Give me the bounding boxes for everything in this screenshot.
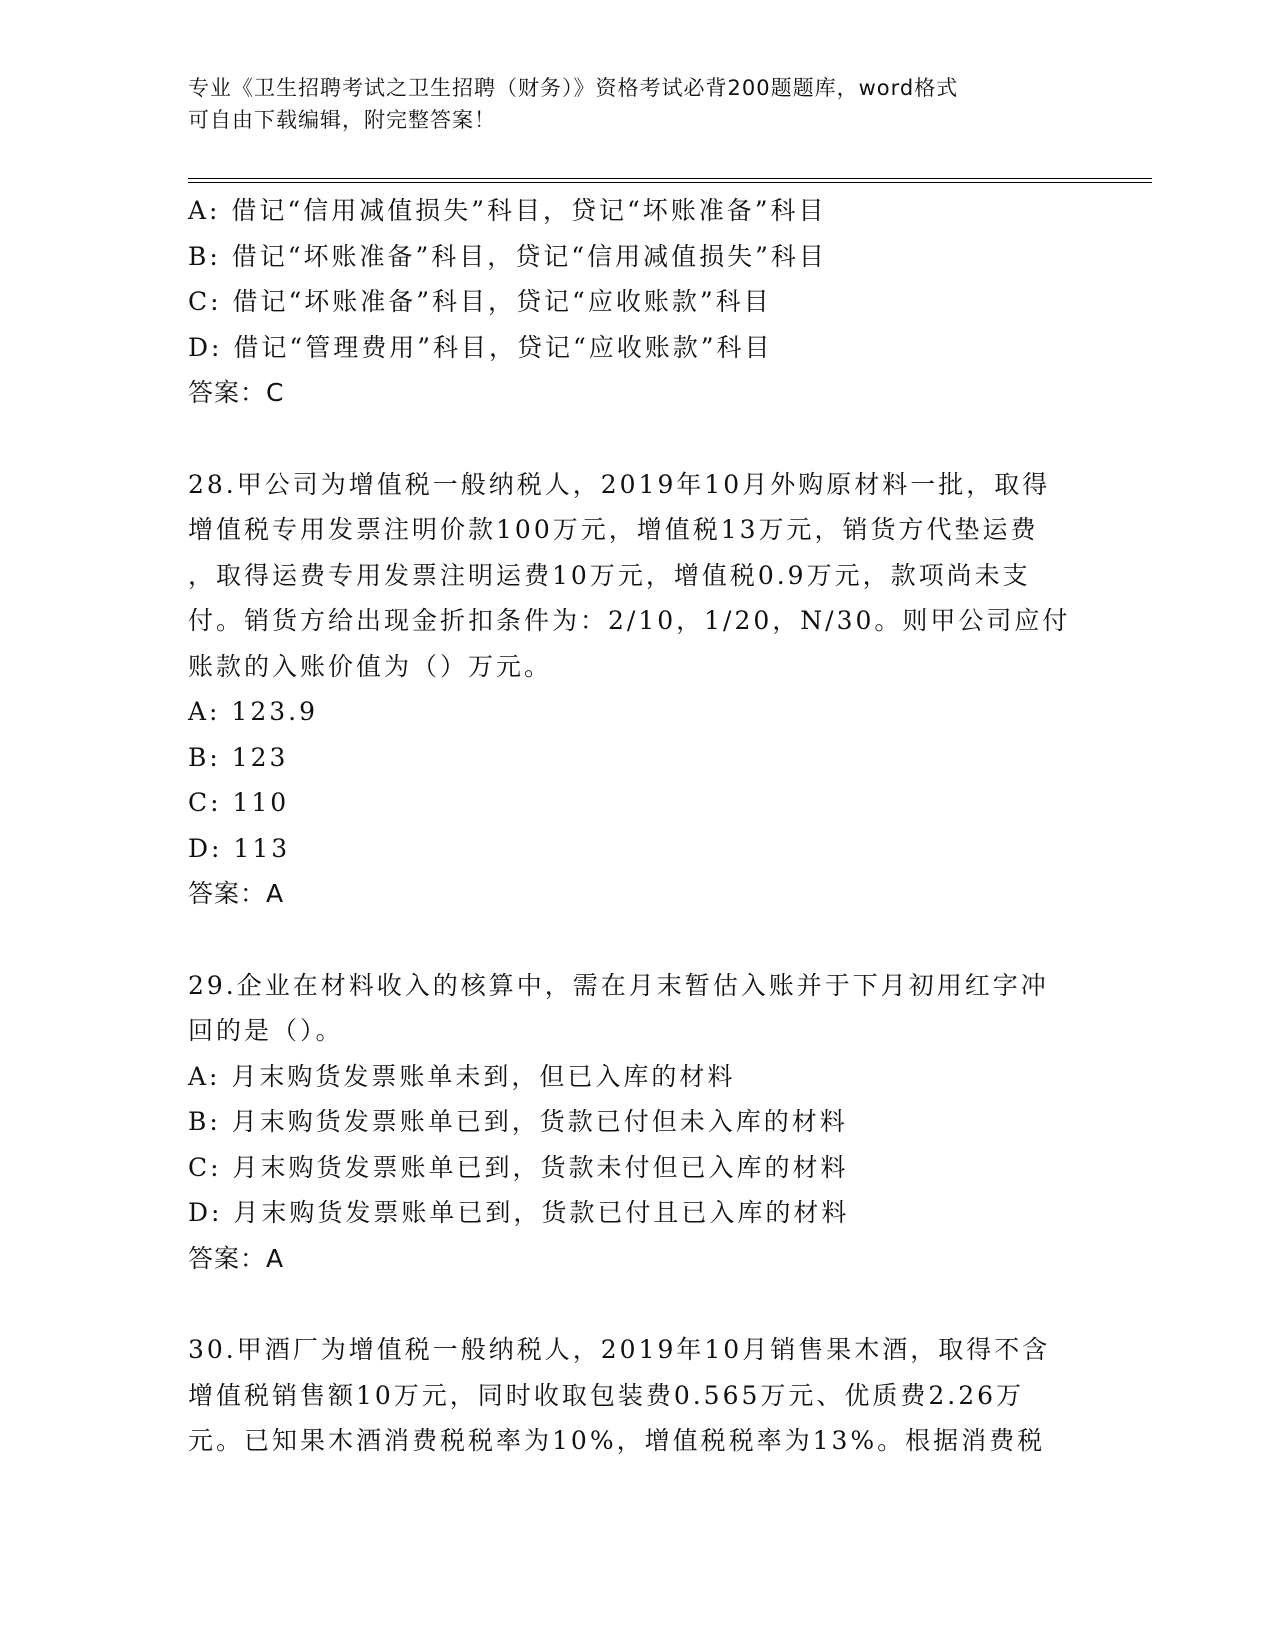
- header-divider: [188, 178, 1152, 183]
- option-d: D: 月末购货发票账单已到，货款已付且已入库的材料: [188, 1198, 850, 1227]
- question-29: [188, 963, 1088, 1054]
- option-a: A: 借记“信用减值损失”科目，贷记“坏账准备”科目: [188, 196, 827, 225]
- question-28-line-5: 账款的入账价值为（）万元。: [188, 651, 553, 681]
- header-title-line-1: 专业《卫生招聘考试之卫生招聘（财务）》资格考试必背200题题库，word格式: [188, 76, 959, 100]
- option-b: B: 123: [188, 742, 289, 772]
- option-a: A: 月末购货发票账单未到，但已入库的材料: [188, 1061, 736, 1091]
- option-c: C: 借记“坏账准备”科目，贷记“应收账款”科目: [188, 287, 772, 316]
- document-body: [188, 188, 1088, 1464]
- option-a: A: 123.9: [188, 697, 318, 726]
- question-28-line-3: ，取得运费专用发票注明运费10万元，增值税0.9万元，款项尚未支: [188, 560, 1031, 590]
- question-30: [188, 1327, 1088, 1464]
- answer-29: 答案：A: [188, 1243, 285, 1273]
- question-28-line-1: 28.甲公司为增值税一般纳税人，2019年10月外购原材料一批，取得: [188, 469, 1051, 499]
- question-30-line-1: 30.甲酒厂为增值税一般纳税人，2019年10月销售果木酒，取得不含: [188, 1335, 1051, 1364]
- answer-27: 答案：C: [188, 378, 285, 407]
- question-28: [188, 462, 1088, 690]
- question-28-line-4: 付。销货方给出现金折扣条件为：2/10，1/20，N/30。则甲公司应付: [188, 606, 1071, 635]
- option-d: D: 113: [188, 833, 291, 863]
- header-title-line-2: 可自由下载编辑，附完整答案！: [188, 108, 496, 132]
- question-29-line-2: 回的是（）。: [188, 1016, 344, 1045]
- option-c: C: 110: [188, 788, 290, 817]
- question-29-options: [188, 1054, 1088, 1236]
- question-30-line-3: 元。已知果木酒消费税税率为10%，增值税税率为13%。根据消费税: [188, 1426, 1046, 1455]
- question-27-options: [188, 188, 1088, 370]
- page-header: [188, 72, 1088, 136]
- question-30-line-2: 增值税销售额10万元，同时收取包装费0.565万元、优质费2.26万: [188, 1380, 1025, 1410]
- option-c: C: 月末购货发票账单已到，货款未付但已入库的材料: [188, 1152, 849, 1182]
- option-d: D: 借记“管理费用”科目，贷记“应收账款”科目: [188, 332, 773, 362]
- question-28-line-2: 增值税专用发票注明价款100万元，增值税13万元，销货方代垫运费: [188, 515, 1039, 544]
- option-b: B: 借记“坏账准备”科目，贷记“信用减值损失”科目: [188, 241, 827, 271]
- answer-28: 答案：A: [188, 879, 285, 908]
- question-28-options: [188, 689, 1088, 871]
- question-29-line-1: 29.企业在材料收入的核算中，需在月末暂估入账并于下月初用红字冲: [188, 970, 1049, 1000]
- option-b: B: 月末购货发票账单已到，货款已付但未入库的材料: [188, 1107, 848, 1136]
